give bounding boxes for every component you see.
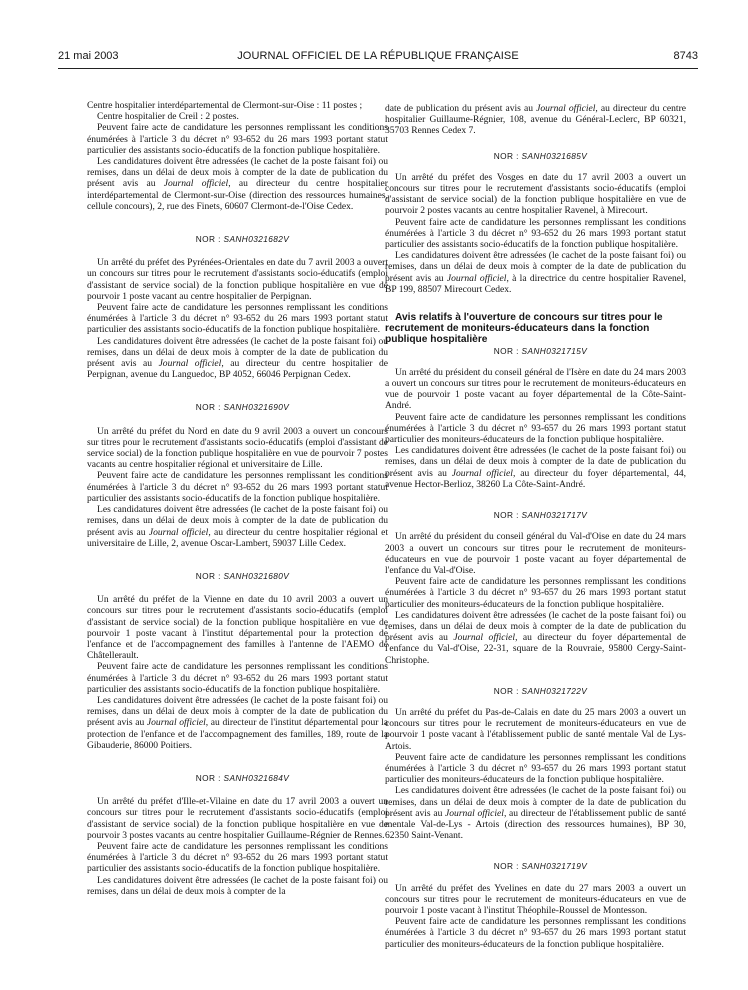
- notice: [87, 402, 388, 548]
- paragraph: Les candidatures doivent être adressées (le cachet de la poste faisant foi) ou remises, dans un délai de deux mois à compter de la date de publication du présent avis au Journal officiel, au directeur du centre hospitalier interdépartemental de Clermont-sur-Oise (direction des ressources humaines, cellule concours), 2, rue des Finets, 60607 Clermont-de-l'Oise Cedex.: [87, 156, 388, 212]
- notice: [87, 773, 388, 897]
- paragraph: Peuvent faire acte de candidature les personnes remplissant les conditions énumérées à l'article 3 du décret n° 93-652 du 26 mars 1993 portant statut particulier des assistants socio-éducatifs de la fonction publique hospitalière.: [87, 302, 388, 336]
- section-title: Avis relatifs à l'ouverture de concours sur titres pour le recrutement de moniteurs-éducateurs dans la fonction publique hospitalière: [385, 312, 663, 346]
- paragraph: Les candidatures doivent être adressées (le cachet de la poste faisant foi) ou remises, dans un délai de deux mois à compter de la date de publication du présent avis au Journal officiel, au directeur du centre hospitalier régional et universitaire de Lille, 2, avenue Oscar-Lambert, 59037 Lille Cedex.: [87, 504, 388, 549]
- nor-reference: NOR : SANH0321722V: [493, 685, 588, 696]
- nor-reference: NOR : SANH0321685V: [493, 150, 588, 161]
- left-column: [87, 100, 388, 897]
- paragraph: Un arrêté du président du conseil général du Val-d'Oise en date du 24 mars 2003 a ouvert un concours sur titres pour le recrutement de moniteurs-éducateurs en vue de pourvoir 1 poste vacant au foyer départemental de l'enfance du Val-d'Oise.: [385, 531, 686, 576]
- notice: [385, 861, 686, 949]
- page-number: 8743: [673, 50, 698, 62]
- nor-reference: NOR : SANH0321719V: [493, 861, 588, 872]
- page-header: [58, 50, 698, 66]
- paragraph: Les candidatures doivent être adressées (le cachet de la poste faisant foi) ou remises, dans un délai de deux mois à compter de la date de publication du présent avis au Journal officiel, au directeur du foyer départemental de l'enfance du Val-d'Oise, 22-31, square de la Rouvraie, 95800 Cergy-Saint-Christophe.: [385, 609, 686, 666]
- notice: [385, 151, 686, 295]
- paragraph: Un arrêté du préfet du Nord en date du 9 avril 2003 a ouvert un concours sur titres pour le recrutement d'assistants socio-éducatifs (emploi d'assistant de service social) de la fonction publique hospitalière en vue de pourvoir 7 postes vacants au centre hospitalier régional et universitaire de Lille.: [87, 425, 388, 471]
- paragraph: Peuvent faire acte de candidature les personnes remplissant les conditions énumérées à l'article 3 du décret n° 93-652 du 26 mars 1993 portant statut particulier des assistants socio-éducatifs de la fonction publique hospitalière.: [87, 661, 388, 695]
- paragraph: Un arrêté du préfet des Yvelines en date du 27 mars 2003 a ouvert un concours sur titres pour le recrutement de moniteurs-éducateurs en vue de pourvoir 1 poste vacant à l'institut Théophile-Roussel de Montesson.: [385, 882, 686, 916]
- notice: [385, 346, 686, 490]
- right-column: [385, 103, 686, 950]
- paragraph: Peuvent faire acte de candidature les personnes remplissant les conditions énumérées à l'article 3 du décret n° 93-652 du 26 mars 1993 portant statut particulier des assistants socio-éducatifs de la fonction publique hospitalière.: [385, 216, 686, 251]
- nor-reference: NOR : SANH0321680V: [195, 570, 290, 581]
- issue-date: 21 mai 2003: [58, 50, 119, 62]
- paragraph: Un arrêté du président du conseil général de l'Isère en date du 24 mars 2003 a ouvert un concours sur titres pour le recrutement de moniteurs-éducateurs en vue de pourvoir 1 poste vacant au foyer départemental de la Côte-Saint-André.: [385, 366, 686, 412]
- paragraph: Les candidatures doivent être adressées (le cachet de la poste faisant foi) ou remises, dans un délai de deux mois à compter de la date de publication du présent avis au Journal officiel, au directeur de l'institut départemental pour la protection de l'enfance et de l'accompagnement des familles, 189, route de la Gibauderie, 86000 Poitiers.: [87, 694, 388, 751]
- paragraph: Les candidatures doivent être adressées (le cachet de la poste faisant foi) ou remises, dans un délai de deux mois à compter de la date de publication du présent avis au Journal officiel, à la directrice du centre hospitalier Ravenel, BP 199, 88507 Mirecourt Cedex.: [385, 250, 686, 295]
- nor-reference: NOR : SANH0321684V: [195, 772, 290, 783]
- paragraph: Peuvent faire acte de candidature les personnes remplissant les conditions énumérées à l'article 3 du décret n° 93-652 du 26 mars 1993 portant statut particulier des assistants socio-éducatifs de la fonction publique hospitalière.: [87, 840, 388, 875]
- paragraph: date de publication du présent avis au Journal officiel, au directeur du centre hospitalier Guillaume-Régnier, 108, avenue du Général-Leclerc, BP 60321, 35703 Rennes Cedex 7.: [385, 103, 686, 137]
- nor-reference: NOR : SANH0321690V: [195, 402, 290, 413]
- paragraph: Peuvent faire acte de candidature les personnes remplissant les conditions énumérées à l'article 3 du décret n° 93-657 du 26 mars 1993 portant statut particulier des moniteurs-éducateurs de la fonction publique hospitalière.: [385, 576, 686, 610]
- paragraph: Peuvent faire acte de candidature les personnes remplissant les conditions énumérées à l'article 3 du décret n° 93-657 du 26 mars 1993 portant statut particulier des moniteurs-éducateurs de la fonction publique hospitalière.: [385, 751, 686, 786]
- notice: [87, 571, 388, 751]
- nor-reference: NOR : SANH0321715V: [493, 345, 588, 356]
- paragraph: Peuvent faire acte de candidature les personnes remplissant les conditions énumérées à l'article 3 du décret n° 93-652 du 26 mars 1993 portant statut particulier des assistants socio-éducatifs de la fonction publique hospitalière.: [87, 122, 388, 156]
- notice: [385, 510, 686, 666]
- paragraph: Peuvent faire acte de candidature les personnes remplissant les conditions énumérées à l'article 3 du décret n° 93-657 du 26 mars 1993 portant statut particulier des moniteurs-éducateurs de la fonction publique hospitalière.: [385, 916, 686, 950]
- paragraph: Peuvent faire acte de candidature les personnes remplissant les conditions énumérées à l'article 3 du décret n° 93-652 du 26 mars 1993 portant statut particulier des assistants socio-éducatifs de la fonction publique hospitalière.: [87, 470, 388, 504]
- paragraph: Un arrêté du préfet des Pyrénées-Orientales en date du 7 avril 2003 a ouvert un concours sur titres pour le recrutement d'assistants socio-éducatifs (emploi d'assistant de service social) de la fonction publique hospitalière en vue de pourvoir 1 poste vacant au centre hospitalier de Perpignan.: [87, 257, 388, 302]
- paragraph: Les candidatures doivent être adressées (le cachet de la poste faisant foi) ou remises, dans un délai de deux mois à compter de la date de publication du présent avis au Journal officiel, au directeur du centre hospitalier de Perpignan, avenue du Languedoc, BP 4052, 66046 Perpignan Cedex.: [87, 335, 388, 381]
- paragraph: Peuvent faire acte de candidature les personnes remplissant les conditions énumérées à l'article 3 du décret n° 93-657 du 26 mars 1993 portant statut particulier des moniteurs-éducateurs de la fonction publique hospitalière.: [385, 411, 686, 446]
- paragraph: Un arrêté du préfet de la Vienne en date du 10 avril 2003 a ouvert un concours sur titres pour le recrutement d'assistants socio-éducatifs (emploi d'assistant de service social) de la fonction publique hospitalière en vue de pourvoir 1 poste vacant à l'institut départemental pour la protection de l'enfance et de l'accompagnement des familles à l'antenne de l'AEMO de Châtellerault.: [87, 594, 388, 662]
- paragraph: Un arrêté du préfet des Vosges en date du 17 avril 2003 a ouvert un concours sur titres pour le recrutement d'assistants socio-éducatifs (emploi d'assistant de service social) de la fonction publique hospitalière en vue de pourvoir 2 postes vacants au centre hospitalier Ravenel, à Mirecourt.: [385, 171, 686, 217]
- paragraph: Les candidatures doivent être adressées (le cachet de la poste faisant foi) ou remises, dans un délai de deux mois à compter de la: [87, 874, 388, 897]
- nor-reference: NOR : SANH0321717V: [493, 510, 588, 521]
- paragraph: Les candidatures doivent être adressées (le cachet de la poste faisant foi) ou remises, dans un délai de deux mois à compter de la date de publication du présent avis au Journal officiel, au directeur du foyer départemental, 44, avenue Hector-Berlioz, 38260 La Côte-Saint-André.: [385, 445, 686, 490]
- notice: [385, 686, 686, 842]
- paragraph: Les candidatures doivent être adressées (le cachet de la poste faisant foi) ou remises, dans un délai de deux mois à compter de la date de publication du présent avis au Journal officiel, au directeur de l'établissement public de santé mentale Val-de-Lys - Artois (direction des ressources humaines), BP 30, 62350 Saint-Venant.: [385, 785, 686, 842]
- paragraph: Centre hospitalier de Creil : 2 postes.: [97, 111, 239, 123]
- paragraph: Un arrêté du préfet d'Ille-et-Vilaine en date du 17 avril 2003 a ouvert un concours sur titres pour le recrutement d'assistants socio-éducatifs (emploi d'assistant de service social) de la fonction publique hospitalière en vue de pourvoir 3 postes vacants au centre hospitalier Guillaume-Régnier de Rennes.: [87, 796, 388, 841]
- paragraph: Un arrêté du préfet du Pas-de-Calais en date du 25 mars 2003 a ouvert un concours sur titres pour le recrutement de moniteurs-éducateurs en vue de pourvoir 1 poste vacant à l'établissement public de santé mentale Val de Lys-Artois.: [385, 706, 686, 752]
- journal-title: JOURNAL OFFICIEL DE LA RÉPUBLIQUE FRANÇAISE: [237, 50, 519, 62]
- paragraph: Centre hospitalier interdépartemental de Clermont-sur-Oise : 11 postes ;: [87, 100, 363, 111]
- notice: [87, 234, 388, 380]
- nor-reference: NOR : SANH0321682V: [195, 234, 290, 245]
- header-rule: [58, 68, 698, 69]
